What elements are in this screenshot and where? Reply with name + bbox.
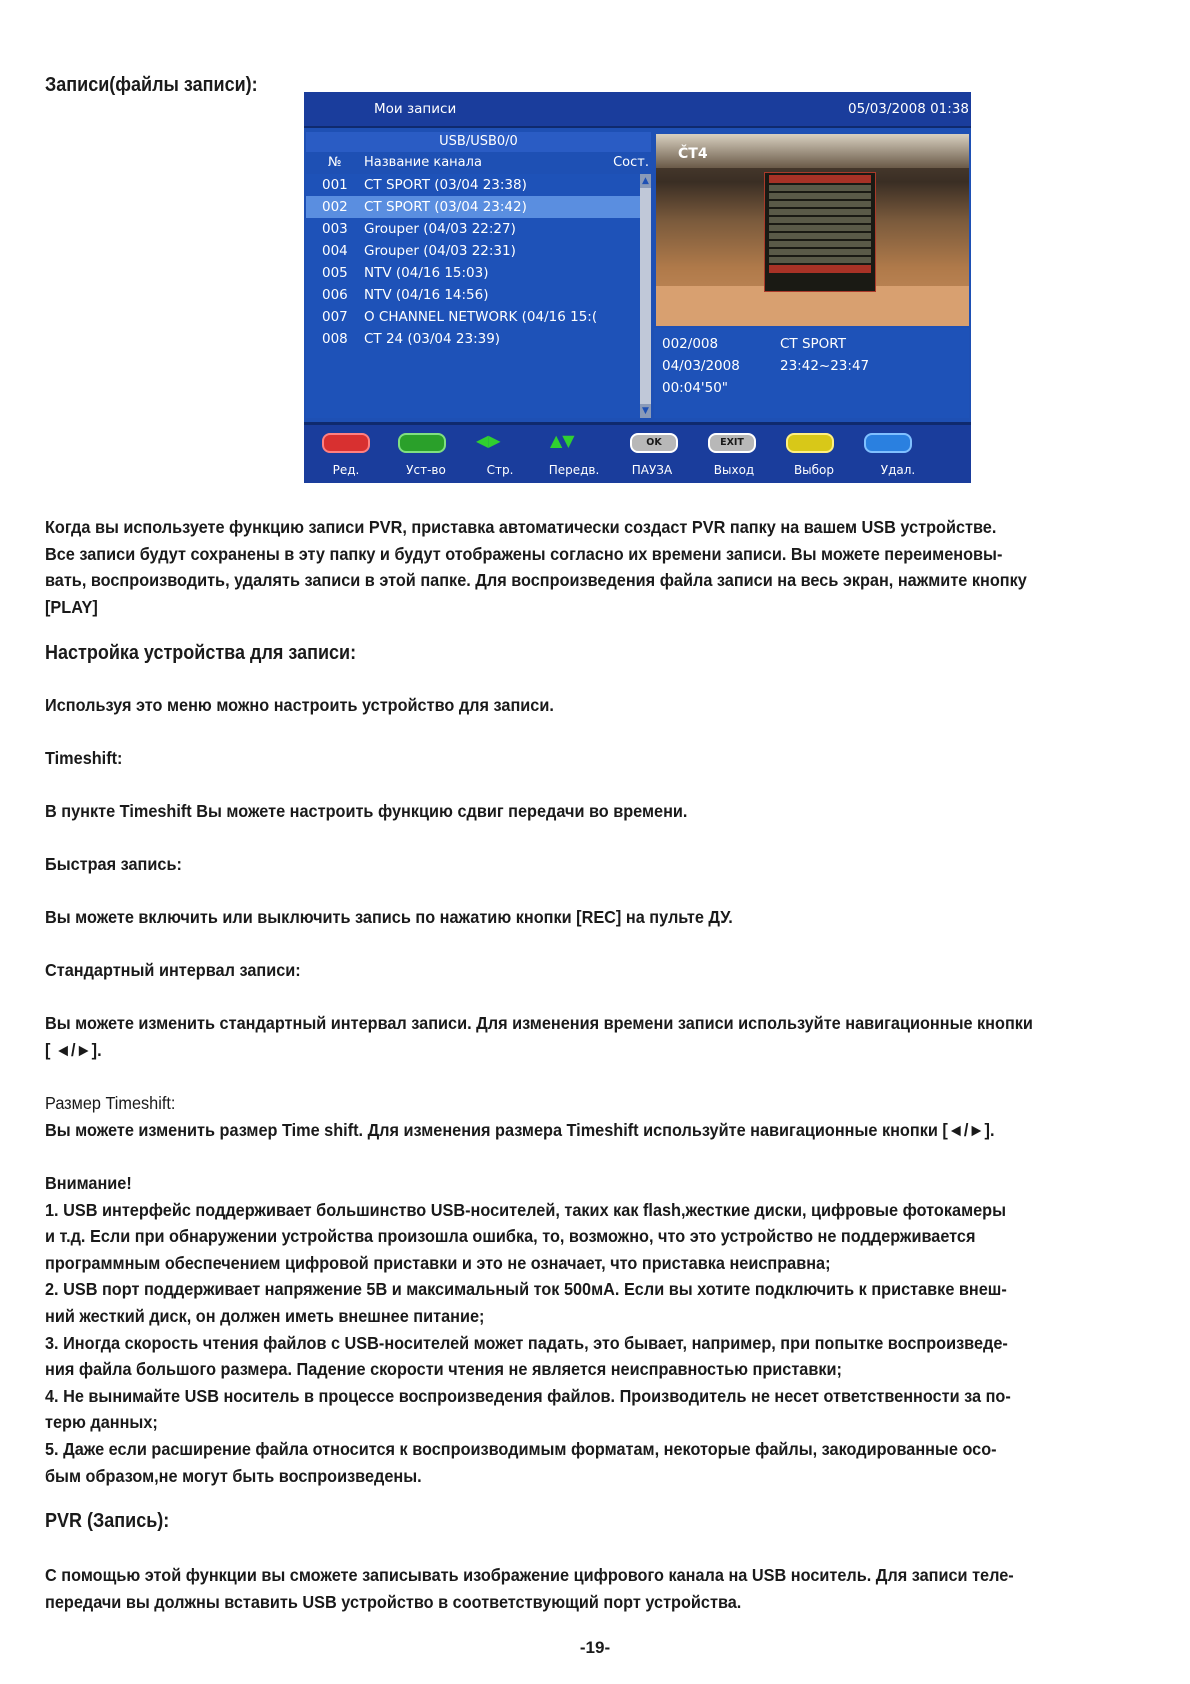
label-device: Уст-во	[406, 463, 446, 477]
preview-scoreboard	[764, 172, 876, 292]
blue-key-button[interactable]	[864, 433, 912, 453]
quick-title-line: Быстрая запись:	[45, 854, 182, 874]
screen-title: Мои записи	[374, 101, 457, 117]
recording-channel: Grouper (04/03 22:31)	[364, 243, 516, 259]
pvr-intro-paragraph	[45, 514, 1161, 620]
col-name: Название канала	[364, 155, 482, 170]
label-move: Передв.	[548, 463, 600, 477]
list-scrollbar[interactable]	[640, 174, 651, 418]
left-right-arrows-icon[interactable]: ◀▶	[476, 431, 501, 450]
recording-channel: Grouper (04/03 22:27)	[364, 221, 516, 237]
timeshift-text	[45, 798, 1161, 825]
attention-line: 2. USB порт поддерживает напряжение 5В и максимальный ток 500мА. Если вы хотите подключить к приставке внеш-	[45, 1279, 1007, 1300]
screen-header	[304, 92, 971, 128]
tsize-text: Вы можете изменить размер Time shift. Для изменения размера Timeshift используйте навигационные кнопки [◄/►].	[45, 1119, 995, 1140]
attention-title: Внимание!	[45, 1173, 132, 1193]
attention-line: 1. USB интерфейс поддерживает большинство USB-носителей, таких как flash,жесткие диски, цифровые фотокамеры	[45, 1199, 1007, 1220]
setup-intro-line: Используя это меню можно настроить устройство для записи.	[45, 695, 554, 715]
recording-row[interactable]	[306, 328, 642, 350]
attention-line: 4. Не вынимайте USB носитель в процессе воспроизведения файлов. Производитель не несет ответственности за по-	[45, 1385, 1011, 1406]
storage-path-label: USB/USB0/0	[439, 134, 518, 149]
recording-number: 006	[322, 287, 348, 303]
exit-button[interactable]: EXIT	[708, 433, 756, 453]
button-bar	[304, 422, 971, 483]
info-date: 04/03/2008	[662, 358, 740, 374]
screen-datetime: 05/03/2008 01:38	[847, 101, 969, 117]
label-edit: Ред.	[332, 463, 360, 477]
attention-line: 3. Иногда скорость чтения файлов с USB-носителей может падать, это бывает, например, при попытке воспроизведе-	[45, 1332, 1008, 1353]
yellow-key-button[interactable]	[786, 433, 834, 453]
quick-title	[45, 851, 1161, 878]
tsize-block	[45, 1090, 1161, 1143]
recording-channel: O CHANNEL NETWORK (04/16 15:(	[364, 309, 598, 325]
video-preview	[656, 134, 969, 326]
recording-number: 004	[322, 243, 348, 259]
recording-row[interactable]	[306, 240, 642, 262]
heading-setup: Настройка устройства для записи:	[45, 642, 357, 664]
label-page: Стр.	[486, 463, 514, 477]
label-exit: Выход	[713, 463, 755, 477]
scroll-up-icon[interactable]: ▲	[640, 174, 651, 188]
col-num: №	[328, 155, 342, 170]
info-time-range: 23:42~23:47	[780, 358, 870, 374]
interval-title-line: Стандартный интервал записи:	[45, 960, 301, 980]
recording-row[interactable]	[306, 196, 642, 218]
recording-number: 003	[322, 221, 348, 237]
pvr-intro-line: вать, воспроизводить, удалять записи в этой папке. Для воспроизведения файла записи на весь экран, нажмите кнопку	[45, 570, 1027, 591]
red-key-button[interactable]	[322, 433, 370, 453]
heading-pvr: PVR (Запись):	[45, 1510, 170, 1532]
list-header	[306, 152, 651, 174]
recording-info	[654, 328, 969, 418]
attention-line: программным обеспечением цифровой приставки и это не означает, что приставка неисправна;	[45, 1252, 831, 1273]
label-pause: ПАУЗА	[631, 463, 673, 477]
tsize-title: Размер Timeshift:	[45, 1093, 176, 1113]
attention-line: 5. Даже если расширение файла относится к воспроизводимым форматам, некоторые файлы, закодированные осо-	[45, 1438, 997, 1459]
recording-row[interactable]	[306, 306, 642, 328]
quick-text	[45, 904, 1161, 931]
quick-text-line: Вы можете включить или выключить запись по нажатию кнопки [REC] на пульте ДУ.	[45, 907, 733, 927]
up-down-arrows-icon[interactable]: ▲▼	[550, 431, 575, 450]
heading-recordings: Записи(файлы записи):	[45, 74, 258, 96]
recordings-screen	[304, 92, 971, 483]
interval-text-line: Вы можете изменить стандартный интервал записи. Для изменения времени записи используйте навигационные кнопки	[45, 1013, 1033, 1033]
timeshift-title	[45, 745, 1161, 772]
recording-number: 008	[322, 331, 348, 347]
pvr-text-line: С помощью этой функции вы сможете записывать изображение цифрового канала на USB носитель. Для записи теле-	[45, 1565, 1014, 1585]
recording-channel: NTV (04/16 14:56)	[364, 287, 489, 303]
green-key-button[interactable]	[398, 433, 446, 453]
timeshift-title-line: Timeshift:	[45, 748, 123, 768]
scroll-down-icon[interactable]: ▼	[640, 404, 651, 418]
label-select: Выбор	[793, 463, 835, 477]
info-channel: CT SPORT	[780, 336, 846, 352]
interval-text	[45, 1010, 1161, 1063]
recording-channel: CT 24 (03/04 23:39)	[364, 331, 501, 347]
recording-channel: CT SPORT (03/04 23:42)	[364, 199, 527, 215]
recording-number: 005	[322, 265, 348, 281]
recording-row[interactable]	[306, 218, 642, 240]
recording-number: 001	[322, 177, 348, 193]
timeshift-text-line: В пункте Timeshift Вы можете настроить функцию сдвиг передачи во времени.	[45, 801, 688, 821]
storage-path	[306, 132, 651, 152]
attention-line: терю данных;	[45, 1412, 158, 1433]
interval-text-line: [ ◄/►].	[45, 1039, 102, 1060]
col-state: Сост.	[613, 155, 649, 170]
setup-intro	[45, 692, 1161, 719]
recording-channel: CT SPORT (03/04 23:38)	[364, 177, 527, 193]
info-index: 002/008	[662, 336, 719, 352]
pvr-intro-line: [PLAY]	[45, 596, 98, 617]
recording-number: 002	[322, 199, 348, 215]
recording-number: 007	[322, 309, 348, 325]
pvr-intro-line: Все записи будут сохранены в эту папку и будут отображены согласно их времени записи. Вы можете переименовы-	[45, 543, 1003, 564]
preview-channel-logo: ČT4	[678, 146, 708, 162]
page-number: -19-	[579, 1638, 611, 1657]
pvr-text-line: передачи вы должны вставить USB устройство в соответствующий порт устройства.	[45, 1591, 742, 1612]
pvr-intro-line: Когда вы используете функцию записи PVR, приставка автоматически создаст PVR папку на вашем USB устройстве.	[45, 517, 997, 537]
attention-line: ния файла большого размера. Падение скорости чтения не является неисправностью приставки;	[45, 1359, 842, 1380]
attention-line: и т.д. Если при обнаружении устройства произошла ошибка, то, возможно, что это устройство не поддерживается	[45, 1226, 976, 1247]
recording-row[interactable]	[306, 174, 642, 196]
recording-row[interactable]	[306, 262, 642, 284]
preview-court-floor	[656, 286, 969, 326]
interval-title	[45, 957, 1161, 984]
recording-row[interactable]	[306, 284, 642, 306]
pvr-text	[45, 1562, 1161, 1615]
info-duration: 00:04'50"	[662, 380, 729, 396]
attention-line: ний жесткий диск, он должен иметь внешнее питание;	[45, 1305, 485, 1326]
label-delete: Удал.	[880, 463, 916, 477]
recording-channel: NTV (04/16 15:03)	[364, 265, 489, 281]
attention-line: бым образом,не могут быть воспроизведены.	[45, 1465, 422, 1486]
ok-button[interactable]: OK	[630, 433, 678, 453]
attention-block	[45, 1170, 1161, 1489]
